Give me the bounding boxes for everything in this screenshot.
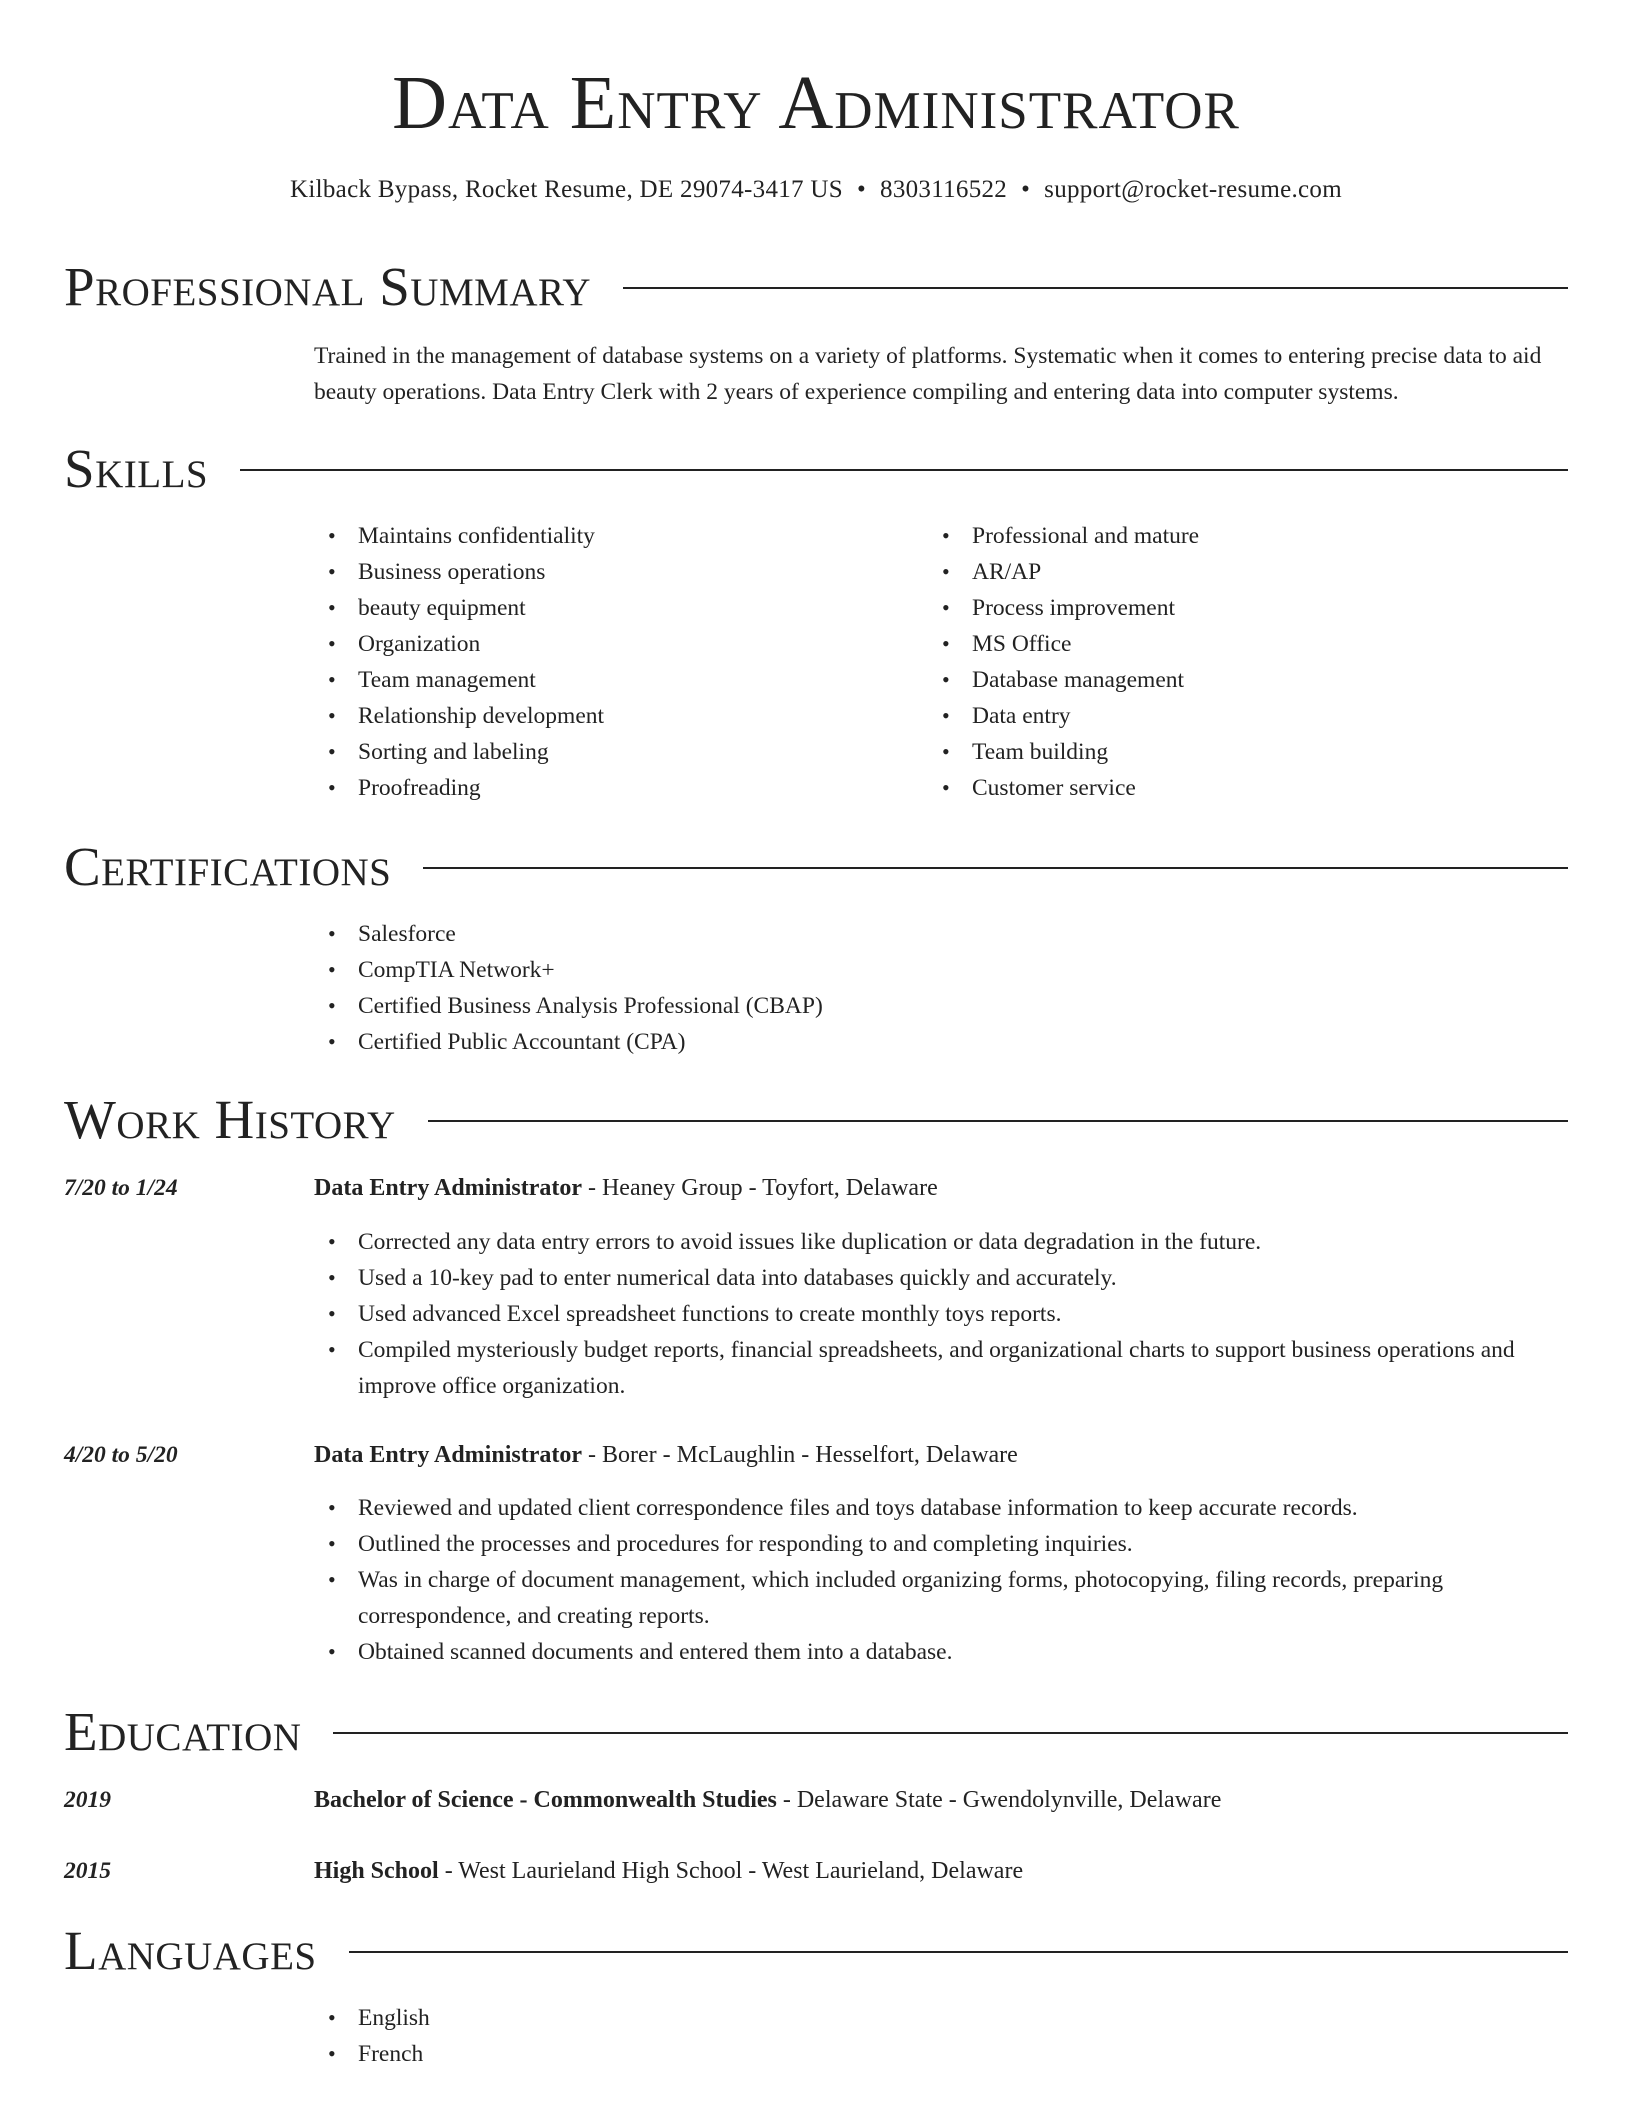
list-item: • Certified Public Accountant (CPA) [358,1024,1358,1060]
job-employer: - Heaney Group - Toyfort, Delaware [581,1175,938,1201]
job-title-line [314,1170,938,1206]
list-item: • Compiled mysteriously budget reports, financial spreadsheets, and organizational charts to support business operations and improve office organization. [358,1332,1566,1404]
list-item: • Data entry [972,698,1572,734]
list-item: • Team management [358,662,918,698]
contact-address: Kilback Bypass, Rocket Resume, DE 29074-3417 US [290,176,843,203]
section-heading-skills [64,434,1568,504]
job-bullets [314,1490,1566,1670]
section-divider [423,867,1568,869]
list-item: • Corrected any data entry errors to avoid issues like duplication or data degradation in the future. [358,1224,1566,1260]
list-item: • Obtained scanned documents and entered them into a database. [358,1634,1566,1670]
section-title: Education [64,1701,302,1762]
section-heading-education [64,1697,1568,1767]
education-school: - West Laurieland High School - West Laurieland, Delaware [438,1858,1024,1884]
languages-list [314,2000,958,2072]
list-item: • French [358,2036,958,2072]
education-school: - Delaware State - Gwendolynville, Delaware [776,1787,1222,1813]
section-divider [623,287,1568,289]
contact-email: support@rocket-resume.com [1044,176,1342,203]
list-item: • Sorting and labeling [358,734,918,770]
education-year: 2019 [64,1787,111,1813]
list-item: • MS Office [972,626,1572,662]
job-dates: 4/20 to 5/20 [64,1442,178,1468]
list-item: • Outlined the processes and procedures for responding to and completing inquiries. [358,1526,1566,1562]
list-item: • Business operations [358,554,918,590]
contact-separator: • [856,176,867,203]
job-dates: 7/20 to 1/24 [64,1175,178,1201]
skills-list-left [314,518,918,806]
section-heading-summary [64,252,1568,322]
resume-name: Data Entry Administrator [392,61,1240,145]
education-line [314,1853,1023,1889]
list-item: • Used a 10-key pad to enter numerical data into databases quickly and accurately. [358,1260,1566,1296]
section-heading-languages [64,1916,1568,1986]
section-title: Certifications [64,836,392,897]
list-item: • Salesforce [358,916,1358,952]
section-title: Professional Summary [64,256,592,317]
list-item: • Team building [972,734,1572,770]
list-item: • Process improvement [972,590,1572,626]
list-item: • Maintains confidentiality [358,518,918,554]
list-item: • beauty equipment [358,590,918,626]
job-bullets [314,1224,1566,1404]
education-degree: High School [314,1858,439,1884]
section-title: Languages [64,1920,317,1981]
education-line [314,1782,1221,1818]
contact-phone: 8303116522 [880,176,1008,203]
skills-list-right [928,518,1572,806]
list-item: • CompTIA Network+ [358,952,1358,988]
summary-text: Trained in the management of database systems on a variety of platforms. Systematic when it comes to entering precise data to aid beauty operations. Data Entry Clerk with 2 years of experience compiling and entering data into computer systems. [314,343,1542,405]
contact-separator: • [1021,176,1031,203]
list-item: • AR/AP [972,554,1572,590]
section-divider [349,1951,1568,1953]
list-item: • Organization [358,626,918,662]
list-item: • Certified Business Analysis Professional (CBAP) [358,988,1358,1024]
list-item: • Was in charge of document management, which included organizing forms, photocopying, filing records, preparing correspondence, and creating reports. [358,1562,1566,1634]
education-degree: Bachelor of Science - Commonwealth Studies [314,1787,777,1813]
section-title: Skills [64,438,209,499]
contact-line [0,174,1632,206]
job-title-line [314,1437,1018,1473]
list-item: • Customer service [972,770,1572,806]
list-item: • Reviewed and updated client correspondence files and toys database information to keep accurate records. [358,1490,1566,1526]
list-item: • Database management [972,662,1572,698]
job-employer: - Borer - McLaughlin - Hesselfort, Delaware [581,1442,1018,1468]
section-divider [333,1732,1568,1734]
job-role: Data Entry Administrator [314,1175,582,1201]
section-heading-certifications [64,832,1568,902]
section-title: Work History [64,1089,396,1150]
list-item: • Relationship development [358,698,918,734]
list-item: • Proofreading [358,770,918,806]
list-item: • Professional and mature [972,518,1572,554]
education-year: 2015 [64,1858,111,1884]
list-item: • English [358,2000,958,2036]
certifications-list [314,916,1358,1060]
list-item: • Used advanced Excel spreadsheet functions to create monthly toys reports. [358,1296,1566,1332]
section-heading-work-history [64,1085,1568,1155]
section-divider [428,1120,1568,1122]
section-divider [240,469,1568,471]
job-role: Data Entry Administrator [314,1442,582,1468]
